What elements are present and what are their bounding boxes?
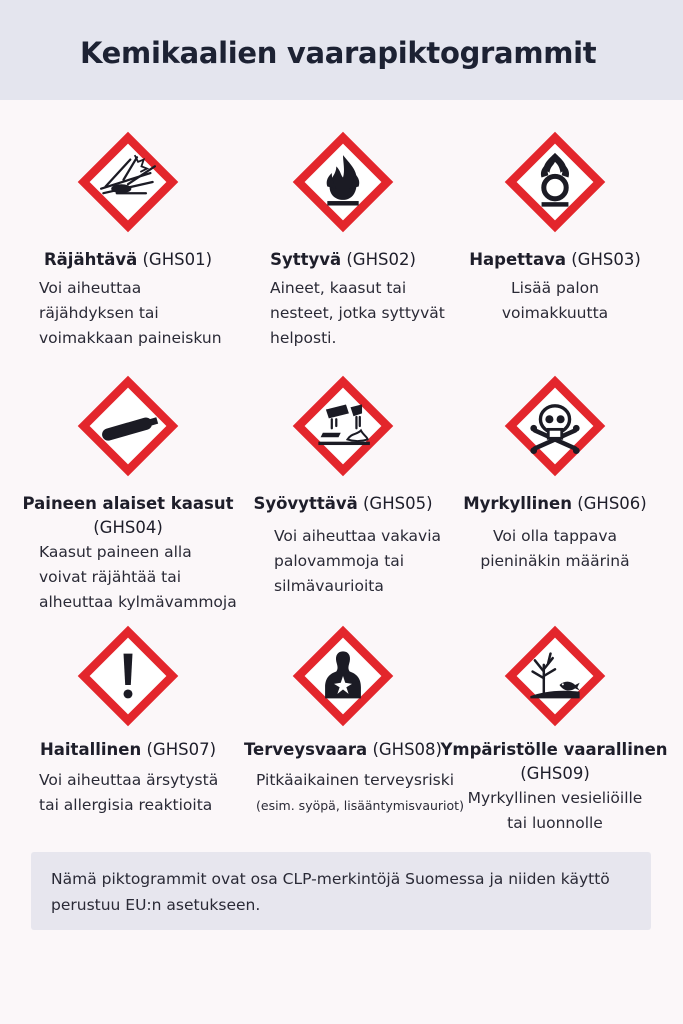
pictogram-code: (GHS01) — [142, 250, 213, 269]
pictogram-name: Myrkyllinen — [463, 494, 572, 513]
exclamation-mark-icon — [72, 620, 184, 732]
pictogram-name: Haitallinen — [39, 740, 142, 759]
pictogram-code: (GHS04) — [93, 518, 163, 537]
pictogram-code: (GHS03) — [571, 250, 641, 269]
pictogram-description: Pitkäaikainen terveysriski — [256, 771, 454, 789]
pictogram-name: Hapettava — [469, 250, 566, 269]
pictogram-name: Syövyttävä — [253, 494, 358, 513]
pictogram-description: Aineet, kaasut tai — [270, 279, 407, 297]
pictogram-description: voimakkuutta — [501, 304, 609, 322]
pictogram-name: Syttyvä — [270, 250, 342, 269]
pictogram-card-ghs06 — [442, 370, 668, 615]
pictogram-name: Terveysvaara — [243, 740, 368, 759]
pictogram-description: voivat räjähtää tai — [39, 568, 182, 586]
pictogram-description: helposti. — [270, 329, 337, 347]
pictogram-card-ghs04 — [15, 370, 241, 615]
pictogram-description: tai luonnolle — [507, 814, 603, 832]
pictogram-description: Kaasut paineen alla — [39, 543, 192, 561]
pictogram-name: Paineen alaiset kaasut — [22, 494, 234, 513]
footer-note-line: Nämä piktogrammit ovat osa CLP-merkintöjä Suomessa ja niiden käyttö — [51, 870, 610, 888]
pictogram-card-ghs02 — [230, 126, 456, 356]
pictogram-description: Voi aiheuttaa vakavia — [274, 527, 442, 545]
pictogram-description: pieninäkin määrinä — [480, 552, 630, 570]
pictogram-card-ghs01 — [15, 126, 241, 356]
pictogram-description: nesteet, jotka syttyvät — [270, 304, 445, 322]
pictogram-code: (GHS07) — [146, 740, 217, 759]
page-title: Kemikaalien vaarapiktogrammit — [80, 36, 597, 70]
pictogram-code: (GHS02) — [346, 250, 416, 269]
footer-note-line: perustuu EU:n asetukseen. — [51, 896, 261, 914]
pictogram-description: Voi olla tappava — [492, 527, 618, 545]
pictogram-description: alheuttaa kylmävammoja — [39, 593, 237, 611]
corrosion-icon — [287, 370, 399, 482]
pictogram-code: (GHS08) — [372, 740, 442, 759]
pictogram-description: (esim. syöpä, lisääntymisvauriot) — [256, 798, 464, 813]
pictogram-name: Ympäristölle vaarallinen — [440, 740, 668, 759]
pictogram-description: räjähdyksen tai — [39, 304, 159, 322]
pictogram-description: Voi aiheuttaa ärsytystä — [39, 771, 219, 789]
pictogram-name: Räjähtävä — [43, 250, 138, 269]
pictogram-description: voimakkaan paineiskun — [39, 329, 222, 347]
pictogram-card-ghs09 — [442, 620, 668, 840]
pictogram-code: (GHS06) — [577, 494, 647, 513]
pictogram-code: (GHS09) — [520, 764, 590, 783]
pictogram-code: (GHS05) — [363, 494, 433, 513]
skull-crossbones-icon — [499, 370, 611, 482]
pictogram-description: palovammoja tai — [274, 552, 405, 570]
pictogram-description: silmävaurioita — [274, 577, 384, 595]
gas-cylinder-icon — [72, 370, 184, 482]
pictogram-card-ghs08 — [230, 620, 464, 840]
pictogram-description: Lisää palon — [511, 279, 599, 297]
pictogram-description: Voi aiheuttaa — [39, 279, 142, 297]
pictogram-card-ghs07 — [15, 620, 241, 840]
pictogram-card-ghs05 — [230, 370, 456, 615]
health-hazard-icon — [287, 620, 399, 732]
exploding-bomb-icon — [72, 126, 184, 238]
page-header — [0, 0, 683, 100]
footer-note — [31, 852, 651, 930]
pictogram-description: tai allergisia reaktioita — [39, 796, 213, 814]
pictogram-card-ghs03 — [442, 126, 668, 356]
environment-icon — [499, 620, 611, 732]
flame-icon — [287, 126, 399, 238]
flame-over-circle-icon — [499, 126, 611, 238]
pictogram-description: Myrkyllinen vesieliöille — [467, 789, 643, 807]
